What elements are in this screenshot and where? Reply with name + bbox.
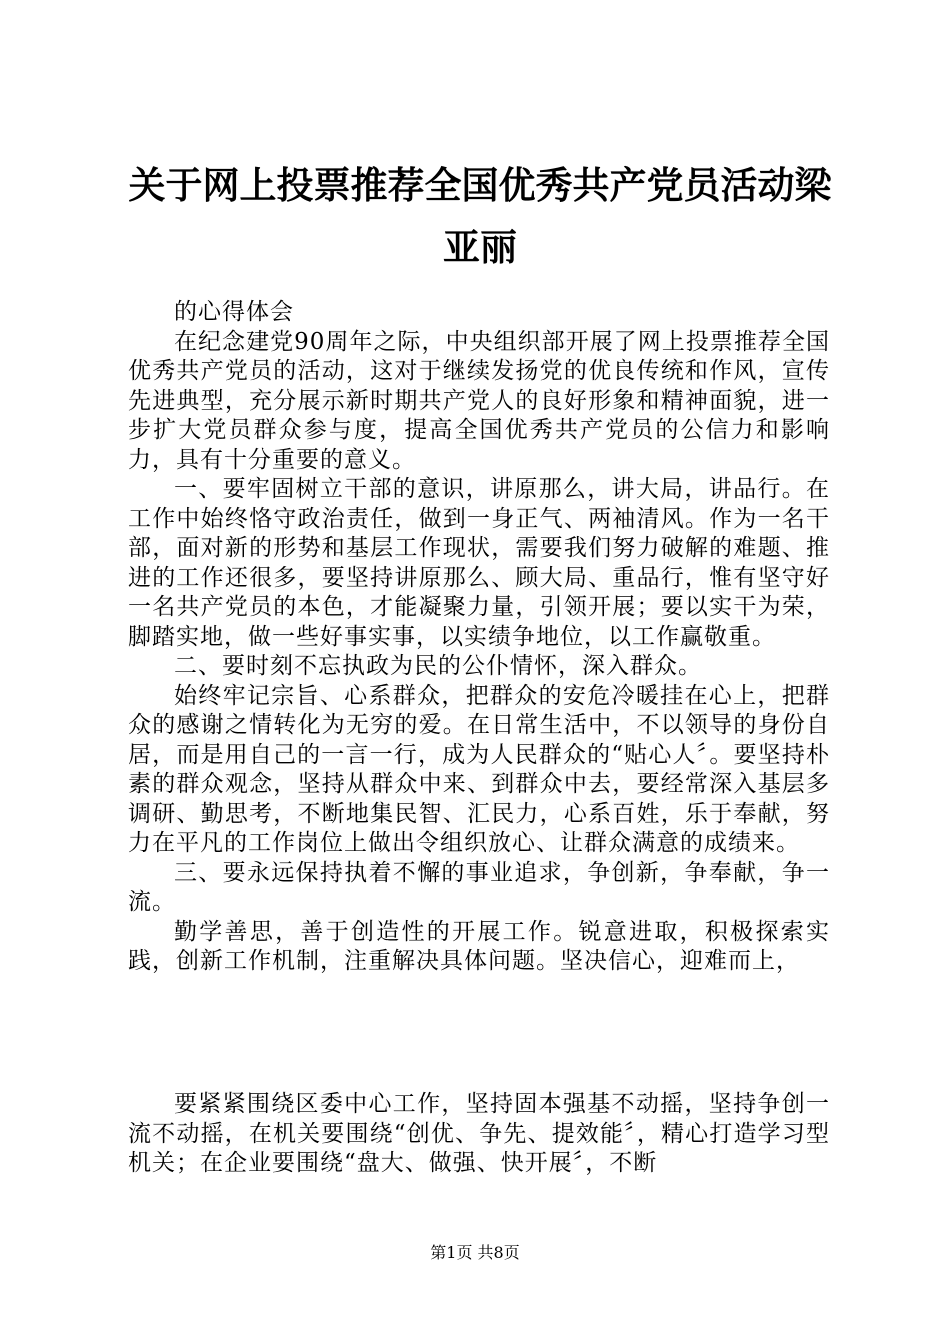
paragraph-point-two-body: 始终牢记宗旨、心系群众，把群众的安危冷暖挂在心上，把群众的感谢之情转化为无穷的爱。在日常生活中，不以领导的身份自居，而是用自己的一言一行，成为人民群众的“贴心人〞。要坚持朴素的群众观念，坚持从群众中来、到群众中去，要经常深入基层多调研、勤思考，不断地集民智、汇民力，心系百姓，乐于奉献，努力在平凡的工作岗位上做出令组织放心、让群众满意的成绩来。 <box>128 682 830 856</box>
paragraph-point-three-heading: 三、要永远保持执着不懈的事业追求，争创新，争奉献，争一流。 <box>128 859 830 915</box>
paragraph-point-three-body: 勤学善思，善于创造性的开展工作。锐意进取，积极探索实践，创新工作机制，注重解决具体问题。坚决信心，迎难而上， <box>128 918 830 974</box>
document-body <box>128 298 830 977</box>
paragraph-intro: 在纪念建党90周年之际，中央组织部开展了网上投票推荐全国优秀共产党员的活动，这对于继续发扬党的优良传统和作风，宣传先进典型，充分展示新时期共产党人的良好形象和精神面貌，进一步扩大党员群众参与度，提高全国优秀共产党员的公信力和影响力，具有十分重要的意义。 <box>128 328 830 473</box>
paragraph-subtitle: 的心得体会 <box>174 299 294 325</box>
document-title: 关于网上投票推荐全国优秀共产党员活动梁亚丽 <box>128 164 832 269</box>
paragraph-point-two-heading: 二、要时刻不忘执政为民的公仆情怀，深入群众。 <box>174 653 702 679</box>
paragraph-continued: 要紧紧围绕区委中心工作，坚持固本强基不动摇，坚持争创一流不动摇，在机关要围绕“创优、争先、提效能〞，精心打造学习型机关；在企业要围绕“盘大、做强、快开展〞，不断 <box>128 1091 830 1176</box>
document-body-continued <box>128 1090 830 1179</box>
page-indicator: 第1页 共8页 <box>430 1243 520 1262</box>
paragraph-point-one: 一、要牢固树立干部的意识，讲原那么，讲大局，讲品行。在工作中始终恪守政治责任，做到一身正气、两袖清风。作为一名干部，面对新的形势和基层工作现状，需要我们努力破解的难题、推进的工作还很多，要坚持讲原那么、顾大局、重品行，惟有坚守好一名共产党员的本色，才能凝聚力量，引领开展；要以实干为荣，脚踏实地，做一些好事实事，以实绩争地位，以工作赢敬重。 <box>128 476 830 650</box>
